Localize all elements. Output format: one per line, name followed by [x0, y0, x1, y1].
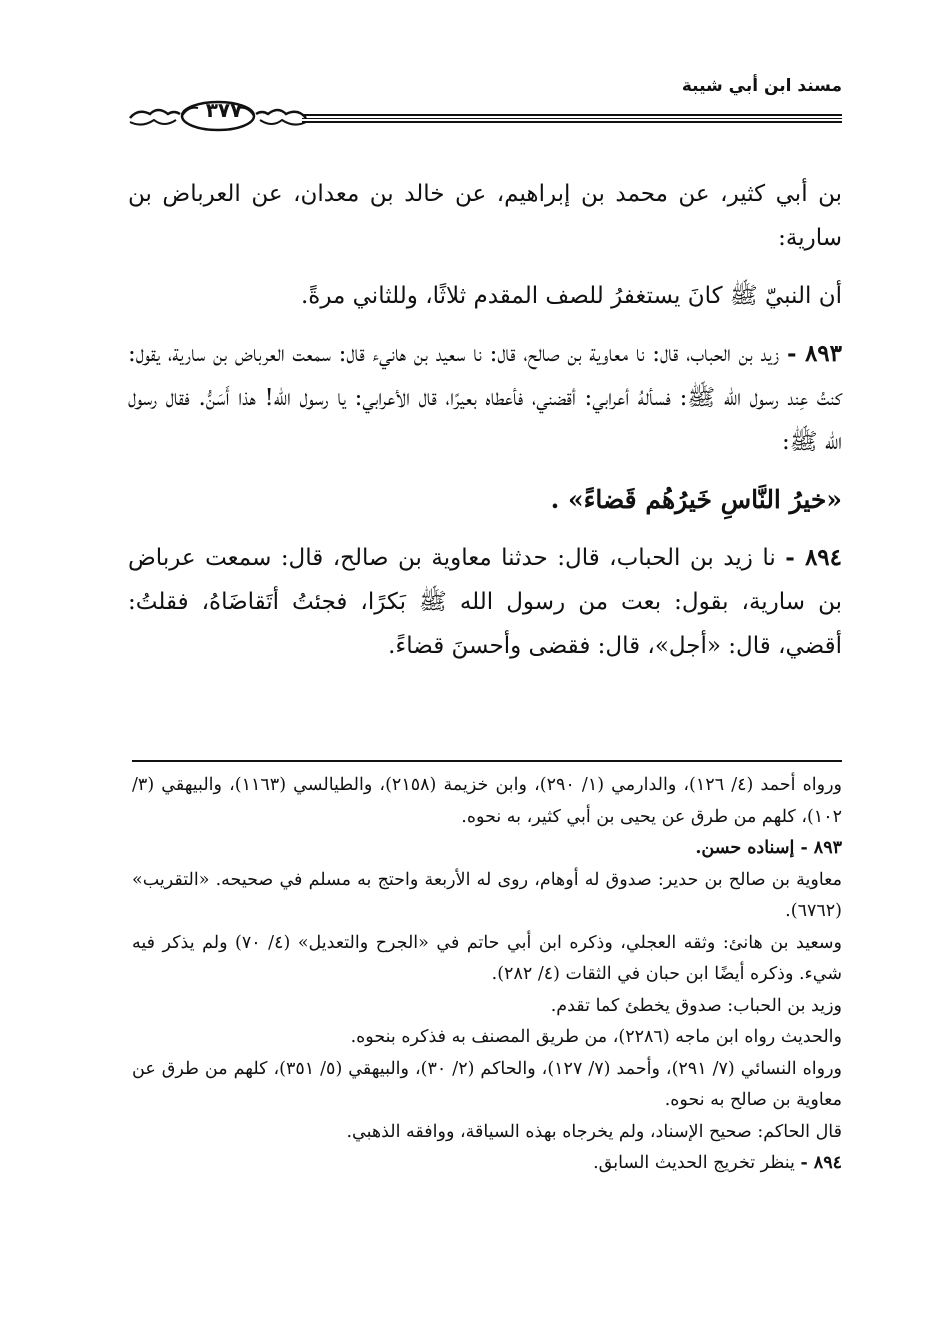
book-title: مسند ابن أبي شيبة	[681, 76, 842, 96]
hadith-number: ٨٩٣ -	[786, 340, 842, 367]
prophetic-saying: «خيرُ النَّاسِ خَيرُهُم قَضاءً» .	[550, 485, 842, 514]
footnote-line: ورواه النسائي (٧/ ٢٩١)، وأحمد (٧/ ١٢٧)، والحاكم (٢/ ٣٠)، والبيهقي (٥/ ٣٥١)، كلهم من طرق عن معاوية بن صالح به نحوه.	[132, 1058, 843, 1110]
hadith-text: نا زيد بن الحباب، قال: حدثنا معاوية بن صالح، قال: سمعت عرباض بن سارية، بقول: بعت من رسول الله ﷺ بَكرًا، فجئتُ أتَقاضَاهُ، فقلتُ: أقضي، قال: «أجل»، قال: فقضى وأحسنَ قضاءً.	[128, 545, 842, 659]
footnote-text: ينظر تخريج الحديث السابق.	[593, 1153, 795, 1173]
footnote-heading: ٨٩٣ - إسناده حسن.	[695, 838, 842, 858]
hadith-894	[128, 536, 842, 668]
page-number: ٣٧٧	[205, 98, 243, 122]
footnote-line: معاوية بن صالح بن حدير: صدوق له أوهام، روى له الأربعة واحتج به مسلم في صحيحه. «التقريب» (٦٧٦٢).	[132, 869, 842, 921]
footnote-line: والحديث رواه ابن ماجه (٢٢٨٦)، من طريق المصنف به فذكره بنحوه.	[350, 1027, 842, 1047]
footnote-divider	[132, 760, 842, 762]
hadith-number: ٨٩٤ -	[785, 544, 842, 571]
page-header	[128, 68, 842, 138]
footnote-line: قال الحاكم: صحيح الإسناد، ولم يخرجاه بهذه السياقة، ووافقه الذهبي.	[346, 1121, 842, 1142]
footnote-line	[132, 1148, 842, 1180]
footnotes	[132, 770, 842, 1180]
header-rule	[302, 114, 842, 124]
paragraph-matn: أن النبيّ ﷺ كانَ يستغفرُ للصف المقدم ثلاثًا، وللثاني مرةً.	[300, 283, 842, 309]
main-text	[128, 172, 842, 682]
footnote-line: ورواه أحمد (٤/ ١٢٦)، والدارمي (١/ ٢٩٠)، وابن خزيمة (٢١٥٨)، والطيالسي (١١٦٣)، والبيهقي (٣/ ١٠٢)، كلهم من طرق عن يحيى بن أبي كثير، به نحوه.	[132, 775, 842, 827]
hadith-893	[128, 332, 842, 464]
footnote-line: وسعيد بن هانئ: وثقه العجلي، وذكره ابن أبي حاتم في «الجرح والتعديل» (٤/ ٧٠) ولم يذكر فيه شيء. وذكره أيضًا ابن حبان في الثقات (٤/ ٢٨٢).	[132, 932, 842, 984]
footnote-line: وزيد بن الحباب: صدوق يخطئ كما تقدم.	[550, 995, 842, 1016]
hadith-text: زيد بن الحباب، قال: نا معاوية بن صالح، قال: نا سعيد بن هانيء قال: سمعت العرباض بن سارية، يقول: كنتُ عِند رسول الله ﷺ: فسألهُ أعرابي: أقضني، فأعطاه بعيرًا، قال الأعرابي: يا رسول الله! هذا أَسَنُّ. فقال رسول الله ﷺ:	[128, 341, 842, 455]
paragraph-continuation: بن أبي كثير، عن محمد بن إبراهيم، عن خالد بن معدان، عن العرباض بن سارية:	[128, 181, 842, 251]
footnote-number: ٨٩٤ -	[800, 1153, 842, 1173]
